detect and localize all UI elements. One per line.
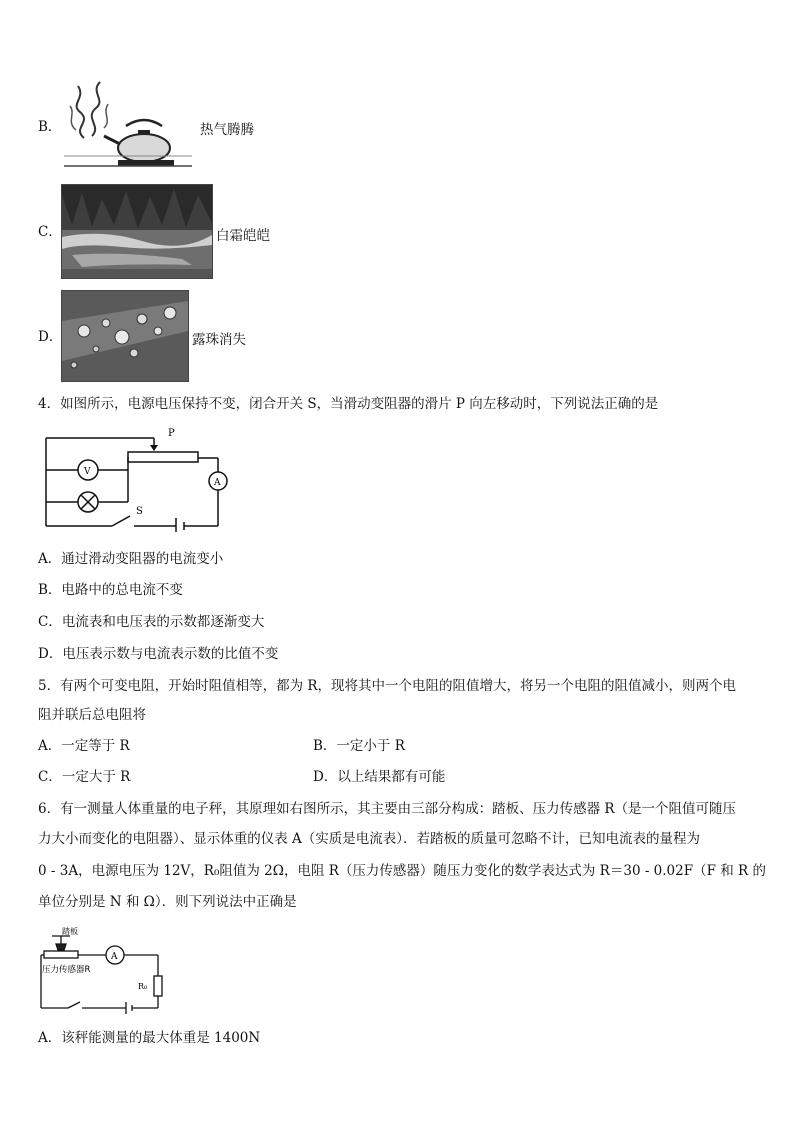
- option-b-caption: 热气腾腾: [200, 122, 254, 138]
- kettle-steam-image: [62, 78, 194, 176]
- dew-drops-image: [61, 290, 189, 382]
- q6-stem-line2: 力大小而变化的电阻器）、显示体重的仪表 A（实质是电流表）．若踏板的质量可忽略不计，已知电流表的量程为: [38, 831, 701, 847]
- q5-stem-line2: 阻并联后总电阻将: [38, 707, 146, 723]
- option-c-caption: 白霜皑皑: [216, 228, 270, 244]
- option-d-caption: 露珠消失: [192, 332, 246, 348]
- q6-stem-line1: 6．有一测量人体重量的电子秤，其原理如右图所示，其主要由三部分构成：踏板、压力传感器 R（是一个阻值可随压: [38, 801, 737, 817]
- q4-stem: 4．如图所示，电源电压保持不变，闭合开关 S，当滑动变阻器的滑片 P 向左移动时，下列说法正确的是: [38, 396, 659, 412]
- voltmeter-label: V: [84, 467, 91, 477]
- q4-option-c: C．电流表和电压表的示数都逐渐变大: [38, 614, 265, 630]
- option-c-letter: C．: [38, 224, 62, 240]
- q5-option-b: B．一定小于 R: [313, 738, 405, 754]
- scale-ammeter-label: A: [111, 952, 118, 962]
- q5-option-a: A．一定等于 R: [38, 738, 130, 754]
- q5-option-d: D．以上结果都有可能: [313, 769, 446, 785]
- ammeter-label: A: [214, 478, 221, 488]
- q6-stem-line3: 0 - 3A，电源电压为 12V，R₀阻值为 2Ω，电阻 R（压力传感器）随压力变化的数学表达式为 R＝30 - 0.02F（F 和 R 的: [38, 863, 767, 879]
- slider-p-label: P: [168, 428, 175, 439]
- frost-image: [61, 184, 213, 279]
- q4-option-b: B．电路中的总电流不变: [38, 582, 183, 598]
- q4-option-d: D．电压表示数与电流表示数的比值不变: [38, 646, 279, 662]
- pedal-label: 踏板: [62, 927, 78, 936]
- q5-stem-line1: 5．有两个可变电阻，开始时阻值相等，都为 R，现将其中一个电阻的阻值增大，将另一个电阻的阻值减小，则两个电: [38, 678, 737, 694]
- q4-option-a: A．通过滑动变阻器的电流变小: [38, 551, 224, 567]
- q4-circuit-diagram: [40, 426, 240, 532]
- option-b-letter: B．: [38, 119, 62, 135]
- q6-option-a: A．该秤能测量的最大体重是 1400N: [38, 1030, 261, 1046]
- q6-stem-line4: 单位分别是 N 和 Ω）．则下列说法中正确是: [38, 894, 297, 910]
- q6-scale-circuit-diagram: [38, 922, 164, 1018]
- sensor-label: 压力传感器R: [42, 965, 91, 975]
- q5-option-c: C．一定大于 R: [38, 769, 131, 785]
- r0-label: R₀: [138, 982, 148, 991]
- switch-s-label: S: [136, 506, 143, 517]
- option-d-letter: D．: [38, 329, 63, 345]
